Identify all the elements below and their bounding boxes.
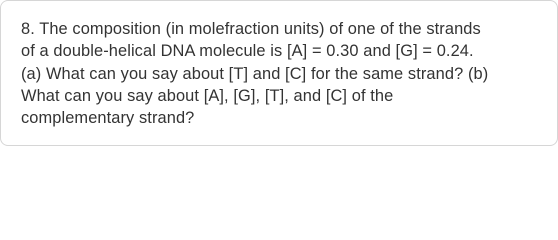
question-line: What can you say about [A], [G], [T], and [C] of the <box>21 86 394 105</box>
question-line: 8. The composition (in molefraction units) of one of the strands <box>21 20 481 38</box>
question-line: of a double-helical DNA molecule is [A] = 0.30 and [G] = 0.24. <box>21 42 474 61</box>
question-text <box>21 18 546 129</box>
question-line: (a) What can you say about [T] and [C] for the same strand? (b) <box>21 64 489 83</box>
question-line: complementary strand? <box>21 109 195 128</box>
